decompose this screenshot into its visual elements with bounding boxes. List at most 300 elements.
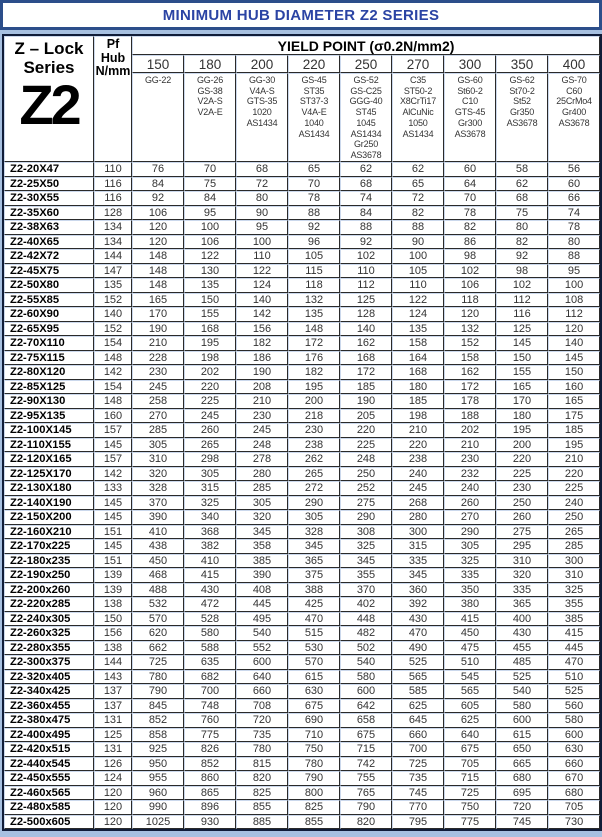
- series-size-cell: Z2-140X190: [4, 496, 94, 511]
- materials-list: [548, 73, 600, 162]
- hub-diameter-cell: 525: [548, 684, 600, 699]
- hub-diameter-cell: 68: [340, 177, 392, 192]
- hub-diameter-cell: 820: [236, 771, 288, 786]
- yield-column-value: 300: [444, 55, 496, 73]
- hub-diameter-cell: 88: [288, 206, 340, 221]
- material-grade: 1020: [252, 107, 272, 118]
- hub-diameter-cell: 540: [236, 626, 288, 641]
- hub-diameter-cell: 700: [392, 742, 444, 757]
- hub-diameter-cell: 250: [548, 510, 600, 525]
- hub-diameter-cell: 220: [548, 467, 600, 482]
- hub-diameter-cell: 525: [392, 655, 444, 670]
- table-row: [4, 191, 600, 206]
- series-size-cell: Z2-380x475: [4, 713, 94, 728]
- hub-diameter-cell: 472: [184, 597, 236, 612]
- material-grade: GG-22: [144, 75, 171, 85]
- table-row: [4, 394, 600, 409]
- material-grade: GS-62: [509, 75, 535, 85]
- hub-diameter-cell: 90: [392, 235, 444, 250]
- table-row: [4, 307, 600, 322]
- series-size-cell: Z2-150X200: [4, 510, 94, 525]
- material-grade: V2A-S: [197, 96, 223, 107]
- pf-value-cell: 144: [94, 655, 132, 670]
- table-row: [4, 293, 600, 308]
- hub-diameter-cell: 272: [288, 481, 340, 496]
- hub-diameter-cell: 70: [184, 162, 236, 177]
- material-grade: Gr400: [562, 107, 587, 118]
- hub-diameter-cell: 75: [184, 177, 236, 192]
- hub-diameter-cell: 125: [496, 322, 548, 337]
- hub-diameter-cell: 430: [392, 612, 444, 627]
- table-row: [4, 264, 600, 279]
- materials-list: [132, 73, 184, 162]
- series-size-cell: Z2-360x455: [4, 699, 94, 714]
- material-grade: St70-2: [509, 85, 535, 96]
- hub-diameter-cell: 700: [184, 684, 236, 699]
- table-row: [4, 423, 600, 438]
- series-size-cell: Z2-25X50: [4, 177, 94, 192]
- hub-diameter-cell: 680: [548, 786, 600, 801]
- hub-diameter-cell: 715: [340, 742, 392, 757]
- hub-diameter-cell: 65: [288, 162, 340, 177]
- hub-diameter-cell: 120: [132, 235, 184, 250]
- pf-value-cell: 124: [94, 771, 132, 786]
- hub-diameter-cell: 202: [184, 365, 236, 380]
- hub-diameter-cell: 210: [392, 423, 444, 438]
- hub-diameter-cell: 735: [392, 771, 444, 786]
- hub-diameter-cell: 795: [392, 815, 444, 830]
- hub-diameter-cell: 78: [288, 191, 340, 206]
- hub-diameter-cell: 148: [132, 278, 184, 293]
- material-grade: AS1434: [402, 128, 434, 139]
- hub-diameter-cell: 225: [340, 438, 392, 453]
- hub-diameter-cell: 580: [184, 626, 236, 641]
- hub-diameter-cell: 95: [548, 264, 600, 279]
- hub-diameter-cell: 135: [184, 278, 236, 293]
- pf-value-cell: 157: [94, 452, 132, 467]
- hub-diameter-cell: 530: [288, 641, 340, 656]
- hub-diameter-cell: 325: [548, 583, 600, 598]
- series-size-cell: Z2-125X170: [4, 467, 94, 482]
- hub-diameter-cell: 78: [548, 220, 600, 235]
- hub-diameter-cell: 195: [184, 336, 236, 351]
- hub-diameter-cell: 350: [444, 583, 496, 598]
- hub-diameter-cell: 220: [496, 452, 548, 467]
- hub-diameter-cell: 72: [392, 191, 444, 206]
- hub-diameter-cell: 450: [132, 554, 184, 569]
- table-row: [4, 684, 600, 699]
- pf-value-cell: 142: [94, 467, 132, 482]
- hub-diameter-cell: 335: [444, 568, 496, 583]
- table-row: [4, 525, 600, 540]
- series-size-cell: Z2-75X115: [4, 351, 94, 366]
- hub-diameter-cell: 495: [236, 612, 288, 627]
- series-size-cell: Z2-190x250: [4, 568, 94, 583]
- series-size-cell: Z2-460x565: [4, 786, 94, 801]
- material-grade: 1045: [356, 117, 376, 128]
- hub-diameter-cell: 122: [236, 264, 288, 279]
- material-grade: V2A-E: [197, 107, 223, 118]
- table-row: [4, 438, 600, 453]
- hub-diameter-cell: 852: [132, 713, 184, 728]
- hub-diameter-cell: 790: [340, 800, 392, 815]
- hub-diameter-cell: 660: [548, 757, 600, 772]
- hub-diameter-cell: 198: [184, 351, 236, 366]
- table-row: [4, 757, 600, 772]
- series-size-cell: Z2-60X90: [4, 307, 94, 322]
- hub-diameter-cell: 100: [236, 235, 288, 250]
- hub-diameter-cell: 172: [444, 380, 496, 395]
- hub-diameter-cell: 118: [288, 278, 340, 293]
- hub-diameter-cell: 90: [236, 206, 288, 221]
- table-row: [4, 568, 600, 583]
- hub-diameter-cell: 230: [132, 365, 184, 380]
- hub-diameter-cell: 120: [444, 307, 496, 322]
- hub-diameter-cell: 102: [340, 249, 392, 264]
- hub-diameter-cell: 490: [392, 641, 444, 656]
- hub-diameter-cell: 150: [184, 293, 236, 308]
- materials-list: [444, 73, 496, 162]
- hub-diameter-cell: 385: [548, 612, 600, 627]
- hub-diameter-cell: 88: [340, 220, 392, 235]
- hub-diameter-cell: 860: [184, 771, 236, 786]
- hub-diameter-cell: 310: [548, 568, 600, 583]
- hub-diameter-cell: 176: [288, 351, 340, 366]
- table-row: [4, 481, 600, 496]
- hub-diameter-cell: 645: [392, 713, 444, 728]
- header-row-top: [4, 36, 600, 55]
- hub-diameter-cell: 238: [288, 438, 340, 453]
- hub-diameter-cell: 110: [236, 249, 288, 264]
- pf-value-cell: 116: [94, 191, 132, 206]
- series-size-cell: Z2-90X130: [4, 394, 94, 409]
- hub-diameter-cell: 195: [496, 423, 548, 438]
- series-size-cell: Z2-120X165: [4, 452, 94, 467]
- table-row: [4, 626, 600, 641]
- yield-column-value: 220: [288, 55, 340, 73]
- hub-diameter-cell: 600: [496, 713, 548, 728]
- hub-diameter-cell: 158: [444, 351, 496, 366]
- pf-value-cell: 145: [94, 438, 132, 453]
- hub-diameter-cell: 178: [444, 394, 496, 409]
- hub-diameter-cell: 408: [236, 583, 288, 598]
- hub-diameter-cell: 165: [548, 394, 600, 409]
- series-label-line1: Z – Lock: [14, 39, 84, 58]
- hub-diameter-cell: 285: [236, 481, 288, 496]
- series-size-cell: Z2-45X75: [4, 264, 94, 279]
- hub-diameter-cell: 105: [288, 249, 340, 264]
- pf-hub-header-cell: [94, 36, 132, 162]
- material-grade: AS1434: [350, 128, 382, 139]
- hub-diameter-cell: 135: [288, 307, 340, 322]
- hub-diameter-cell: 675: [444, 742, 496, 757]
- page-title-text: MINIMUM HUB DIAMETER Z2 SERIES: [162, 6, 440, 24]
- hub-diameter-cell: 140: [340, 322, 392, 337]
- pf-value-cell: 125: [94, 728, 132, 743]
- series-size-cell: Z2-280x355: [4, 641, 94, 656]
- hub-diameter-cell: 148: [132, 264, 184, 279]
- hub-diameter-cell: 660: [236, 684, 288, 699]
- hub-diameter-cell: 658: [340, 713, 392, 728]
- hub-diameter-cell: 258: [132, 394, 184, 409]
- material-grade: GS-C25: [350, 85, 382, 96]
- series-label-line2: Series: [23, 58, 75, 77]
- hub-diameter-cell: 390: [236, 568, 288, 583]
- hub-diameter-cell: 565: [444, 684, 496, 699]
- hub-diameter-cell: 1025: [132, 815, 184, 830]
- yield-column-value: 180: [184, 55, 236, 73]
- series-size-cell: Z2-180x235: [4, 554, 94, 569]
- pf-value-cell: 128: [94, 206, 132, 221]
- hub-diameter-cell: 168: [340, 351, 392, 366]
- hub-diameter-cell: 682: [184, 670, 236, 685]
- material-grade: GS-52: [353, 75, 379, 85]
- hub-diameter-cell: 118: [444, 293, 496, 308]
- material-grade: AS1434: [298, 128, 330, 139]
- hub-diameter-cell: 695: [496, 786, 548, 801]
- material-grade: Gr250: [353, 139, 378, 150]
- hub-diameter-cell: 720: [496, 800, 548, 815]
- hub-diameter-cell: 310: [132, 452, 184, 467]
- hub-diameter-cell: 295: [496, 539, 548, 554]
- series-code: Z2: [19, 73, 79, 136]
- hub-diameter-cell: 825: [288, 800, 340, 815]
- hub-diameter-cell: 285: [548, 539, 600, 554]
- material-grade: AS3678: [506, 117, 538, 128]
- hub-diameter-cell: 305: [236, 496, 288, 511]
- table-row: [4, 554, 600, 569]
- hub-diameter-cell: 635: [184, 655, 236, 670]
- hub-diameter-cell: 132: [444, 322, 496, 337]
- pf-value-cell: 152: [94, 322, 132, 337]
- materials-list: [496, 73, 548, 162]
- hub-diameter-cell: 650: [496, 742, 548, 757]
- pf-value-cell: 148: [94, 351, 132, 366]
- hub-diameter-cell: 705: [444, 757, 496, 772]
- hub-diameter-cell: 275: [340, 496, 392, 511]
- hub-diameter-cell: 265: [548, 525, 600, 540]
- hub-diameter-cell: 725: [392, 757, 444, 772]
- hub-diameter-cell: 68: [496, 191, 548, 206]
- hub-diameter-cell: 325: [184, 496, 236, 511]
- hub-diameter-cell: 660: [392, 728, 444, 743]
- series-size-cell: Z2-55X85: [4, 293, 94, 308]
- table-row: [4, 177, 600, 192]
- hub-diameter-cell: 116: [496, 307, 548, 322]
- hub-diameter-cell: 100: [392, 249, 444, 264]
- hub-diameter-cell: 245: [184, 409, 236, 424]
- hub-diameter-cell: 62: [496, 177, 548, 192]
- hub-diameter-cell: 370: [132, 496, 184, 511]
- hub-diameter-cell: 365: [288, 554, 340, 569]
- series-size-cell: Z2-440x545: [4, 757, 94, 772]
- pf-value-cell: 138: [94, 597, 132, 612]
- hub-diameter-cell: 95: [184, 206, 236, 221]
- table-row: [4, 655, 600, 670]
- table-row: [4, 452, 600, 467]
- hub-diameter-cell: 228: [132, 351, 184, 366]
- series-size-cell: Z2-50X80: [4, 278, 94, 293]
- pf-value-cell: 140: [94, 307, 132, 322]
- material-grade: 25CrMo4: [556, 96, 592, 107]
- hub-diameter-cell: 82: [392, 206, 444, 221]
- hub-diameter-cell: 360: [392, 583, 444, 598]
- hub-diameter-cell: 450: [444, 626, 496, 641]
- hub-diameter-cell: 190: [132, 322, 184, 337]
- hub-diameter-cell: 725: [132, 655, 184, 670]
- hub-diameter-cell: 182: [288, 365, 340, 380]
- pf-value-cell: 120: [94, 815, 132, 830]
- hub-diameter-cell: 230: [288, 423, 340, 438]
- hub-diameter-cell: 300: [392, 525, 444, 540]
- hub-diameter-cell: 325: [444, 554, 496, 569]
- hub-diameter-cell: 745: [496, 815, 548, 830]
- hub-diameter-cell: 468: [132, 568, 184, 583]
- hub-diameter-cell: 165: [496, 380, 548, 395]
- hub-diameter-cell: 84: [184, 191, 236, 206]
- hub-diameter-cell: 106: [444, 278, 496, 293]
- material-grade: AS1434: [246, 117, 278, 128]
- hub-diameter-cell: 225: [496, 467, 548, 482]
- hub-diameter-cell: 148: [288, 322, 340, 337]
- table-row: [4, 742, 600, 757]
- material-grade: C35: [410, 75, 426, 85]
- hub-diameter-cell: 96: [288, 235, 340, 250]
- hub-diameter-cell: 265: [184, 438, 236, 453]
- hub-diameter-cell: 896: [184, 800, 236, 815]
- table-row: [4, 380, 600, 395]
- hub-diameter-cell: 675: [340, 728, 392, 743]
- pf-value-cell: 151: [94, 554, 132, 569]
- pf-value-cell: 131: [94, 742, 132, 757]
- materials-list: [288, 73, 340, 162]
- page-title: [0, 0, 602, 30]
- hub-diameter-cell: 425: [288, 597, 340, 612]
- hub-diameter-cell: 260: [444, 496, 496, 511]
- hub-diameter-cell: 298: [184, 452, 236, 467]
- hub-diameter-cell: 725: [444, 786, 496, 801]
- hub-diameter-cell: 770: [392, 800, 444, 815]
- hub-diameter-cell: 960: [132, 786, 184, 801]
- hub-diameter-cell: 415: [444, 612, 496, 627]
- hub-diameter-cell: 370: [340, 583, 392, 598]
- series-size-cell: Z2-320x405: [4, 670, 94, 685]
- hub-diameter-cell: 826: [184, 742, 236, 757]
- hub-diameter-cell: 132: [288, 293, 340, 308]
- pf-value-cell: 154: [94, 336, 132, 351]
- hub-diameter-cell: 735: [236, 728, 288, 743]
- material-grade: GTS-45: [454, 107, 486, 118]
- hub-diameter-cell: 190: [236, 365, 288, 380]
- hub-diameter-cell: 275: [496, 525, 548, 540]
- table-row: [4, 583, 600, 598]
- hub-diameter-cell: 106: [132, 206, 184, 221]
- hub-diameter-cell: 248: [340, 452, 392, 467]
- hub-diameter-cell: 615: [496, 728, 548, 743]
- hub-diameter-cell: 98: [496, 264, 548, 279]
- pf-value-cell: 134: [94, 220, 132, 235]
- hub-diameter-cell: 745: [392, 786, 444, 801]
- hub-diameter-cell: 100: [548, 278, 600, 293]
- nmm-label: N/mm: [95, 64, 131, 78]
- hub-diameter-cell: 580: [496, 699, 548, 714]
- table-row: [4, 539, 600, 554]
- hub-diameter-cell: 510: [444, 655, 496, 670]
- hub-diameter-cell: 790: [132, 684, 184, 699]
- hub-diameter-cell: 200: [496, 438, 548, 453]
- hub-diameter-cell: 775: [184, 728, 236, 743]
- table-row: [4, 641, 600, 656]
- hub-diameter-cell: 345: [236, 525, 288, 540]
- hub-diameter-cell: 320: [496, 568, 548, 583]
- series-size-cell: Z2-35X60: [4, 206, 94, 221]
- hub-diameter-cell: 135: [392, 322, 444, 337]
- material-grade: 1040: [304, 117, 324, 128]
- hub-diameter-cell: 885: [236, 815, 288, 830]
- hub-diameter-cell: 345: [288, 539, 340, 554]
- hub-diameter-cell: 400: [496, 612, 548, 627]
- hub-diameter-cell: 750: [444, 800, 496, 815]
- hub-diameter-cell: 630: [548, 742, 600, 757]
- series-size-cell: Z2-110X155: [4, 438, 94, 453]
- hub-diameter-cell: 765: [340, 786, 392, 801]
- hub-diameter-cell: 110: [340, 264, 392, 279]
- pf-value-cell: 143: [94, 670, 132, 685]
- series-size-cell: Z2-38X63: [4, 220, 94, 235]
- hub-diameter-cell: 170: [132, 307, 184, 322]
- hub-diameter-cell: 75: [496, 206, 548, 221]
- hub-diameter-cell: 290: [340, 510, 392, 525]
- hub-diameter-cell: 320: [132, 467, 184, 482]
- hub-diameter-cell: 755: [340, 771, 392, 786]
- hub-diameter-cell: 64: [444, 177, 496, 192]
- series-size-cell: Z2-500x605: [4, 815, 94, 830]
- pf-value-cell: 139: [94, 568, 132, 583]
- hub-diameter-cell: 445: [236, 597, 288, 612]
- pf-value-cell: 139: [94, 583, 132, 598]
- table-row: [4, 235, 600, 250]
- hub-diameter-cell: 150: [496, 351, 548, 366]
- hub-diameter-cell: 845: [132, 699, 184, 714]
- series-size-cell: Z2-100X145: [4, 423, 94, 438]
- hub-diameter-cell: 580: [548, 713, 600, 728]
- hub-diameter-cell: 382: [184, 539, 236, 554]
- hub-diameter-cell: 102: [444, 264, 496, 279]
- hub-diameter-cell: 675: [288, 699, 340, 714]
- hub-diameter-cell: 112: [548, 307, 600, 322]
- material-grade: ST45: [355, 107, 377, 118]
- hub-diameter-cell: 488: [132, 583, 184, 598]
- hub-diameter-cell: 625: [392, 699, 444, 714]
- hub-diameter-cell: 88: [392, 220, 444, 235]
- hub-diameter-cell: 60: [548, 177, 600, 192]
- table-row: [4, 322, 600, 337]
- series-size-cell: Z2-480x585: [4, 800, 94, 815]
- hub-diameter-cell: 250: [340, 467, 392, 482]
- table-row: [4, 409, 600, 424]
- pf-value-cell: 148: [94, 394, 132, 409]
- pf-value-cell: 150: [94, 612, 132, 627]
- series-size-cell: Z2-170x225: [4, 539, 94, 554]
- table-row: [4, 670, 600, 685]
- series-size-cell: Z2-30X55: [4, 191, 94, 206]
- hub-diameter-cell: 328: [288, 525, 340, 540]
- pf-value-cell: 145: [94, 539, 132, 554]
- hub-diameter-cell: 162: [444, 365, 496, 380]
- hub-diameter-cell: 210: [548, 452, 600, 467]
- hub-diameter-cell: 230: [236, 409, 288, 424]
- hub-diameter-cell: 202: [444, 423, 496, 438]
